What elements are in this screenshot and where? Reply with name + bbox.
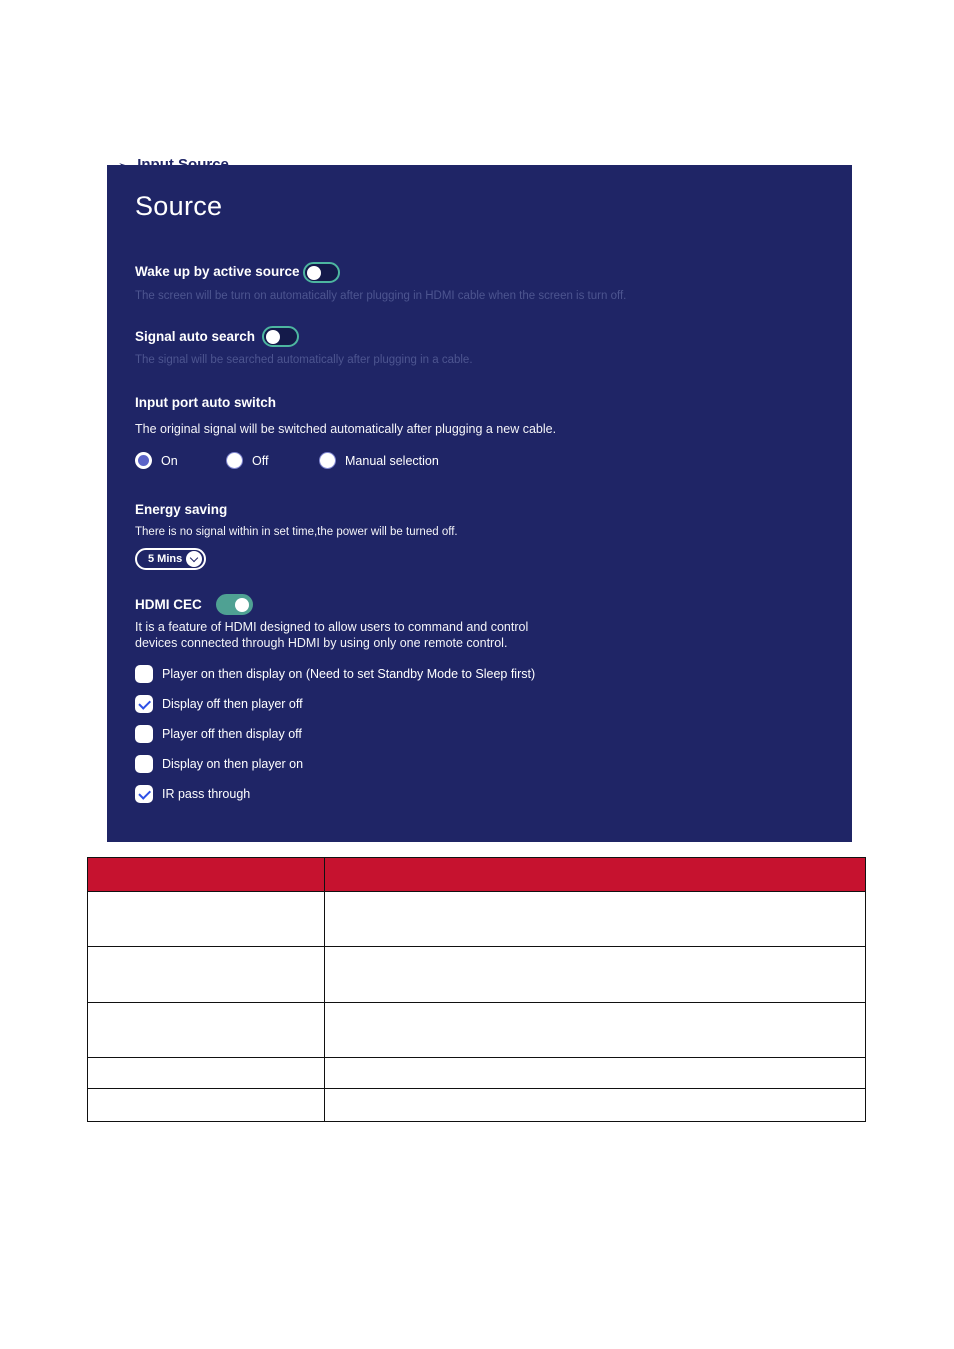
- table-cell: [325, 1058, 866, 1089]
- table-cell: [88, 892, 325, 947]
- radio-label: Off: [252, 453, 269, 468]
- checkbox-label: Display on then player on: [162, 757, 304, 771]
- table-row: [88, 1089, 866, 1122]
- checkbox[interactable]: [135, 755, 153, 773]
- checkbox-row-ir-pass-through[interactable]: [135, 784, 250, 804]
- checkbox-label: Player off then display off: [162, 727, 302, 741]
- toggle-knob: [235, 598, 249, 612]
- hdmi-cec-description-line2: devices connected through HDMI by using only one remote control.: [135, 635, 508, 650]
- checkbox-row-player-off-display-off[interactable]: [135, 724, 302, 744]
- table-cell: [88, 1089, 325, 1122]
- table-row: [88, 892, 866, 947]
- table-cell: [88, 947, 325, 1003]
- checkbox[interactable]: [135, 785, 153, 803]
- checkbox[interactable]: [135, 665, 153, 683]
- checkbox-row-display-on-player-on[interactable]: [135, 754, 303, 774]
- radio-label: On: [161, 453, 178, 468]
- source-settings-panel: [107, 165, 852, 842]
- table-header-cell: [88, 858, 325, 892]
- checkbox-row-player-on-display-on[interactable]: [135, 664, 535, 684]
- energy-saving-dropdown[interactable]: [135, 548, 206, 570]
- checkbox-label: IR pass through: [162, 787, 251, 801]
- checkbox-row-display-off-player-off[interactable]: [135, 694, 303, 714]
- dropdown-value: 5 Mins: [148, 553, 183, 565]
- wake-up-toggle[interactable]: [303, 262, 340, 283]
- table-cell: [325, 892, 866, 947]
- radio-label: Manual selection: [345, 453, 439, 468]
- reference-table: [87, 857, 866, 1122]
- toggle-knob: [307, 266, 321, 280]
- radio-button[interactable]: [319, 452, 336, 469]
- input-port-auto-switch-label: Input port auto switch: [135, 395, 276, 410]
- checkbox[interactable]: [135, 725, 153, 743]
- table-row: [88, 947, 866, 1003]
- input-port-auto-switch-description: The original signal will be switched automatically after plugging a new cable.: [135, 422, 557, 436]
- radio-button[interactable]: [226, 452, 243, 469]
- table-cell: [325, 1003, 866, 1058]
- radio-option-manual-selection[interactable]: [319, 452, 439, 469]
- table-cell: [88, 1003, 325, 1058]
- signal-auto-search-label: Signal auto search: [135, 329, 256, 344]
- radio-option-off[interactable]: [226, 452, 319, 469]
- table-cell: [88, 1058, 325, 1089]
- table-row: [88, 1058, 866, 1089]
- chevron-down-icon: [186, 551, 202, 567]
- hdmi-cec-description: [135, 620, 528, 651]
- radio-option-on[interactable]: [135, 452, 226, 469]
- energy-saving-label: Energy saving: [135, 502, 228, 517]
- wake-up-label: Wake up by active source: [135, 264, 300, 279]
- checkbox[interactable]: [135, 695, 153, 713]
- hdmi-cec-description-line1: It is a feature of HDMI designed to allow users to command and control: [135, 620, 529, 634]
- checkbox-label: Display off then player off: [162, 697, 303, 711]
- signal-auto-search-description: The signal will be searched automatically after plugging in a cable.: [135, 354, 473, 366]
- table-header-cell: [325, 858, 866, 892]
- hdmi-cec-label: HDMI CEC: [135, 597, 202, 612]
- page-title: Source: [135, 191, 223, 221]
- energy-saving-description: There is no signal within in set time,the power will be turned off.: [135, 526, 458, 538]
- table-header-row: [88, 858, 866, 892]
- hdmi-cec-toggle[interactable]: [216, 594, 253, 615]
- checkbox-label: Player on then display on (Need to set Standby Mode to Sleep first): [162, 667, 536, 681]
- toggle-knob: [266, 330, 280, 344]
- wake-up-description: The screen will be turn on automatically after plugging in HDMI cable when the screen is turn off.: [135, 290, 627, 302]
- table-cell: [325, 947, 866, 1003]
- table-cell: [325, 1089, 866, 1122]
- table-row: [88, 1003, 866, 1058]
- input-port-radio-group: [135, 452, 439, 469]
- signal-auto-search-toggle[interactable]: [262, 326, 299, 347]
- radio-button[interactable]: [135, 452, 152, 469]
